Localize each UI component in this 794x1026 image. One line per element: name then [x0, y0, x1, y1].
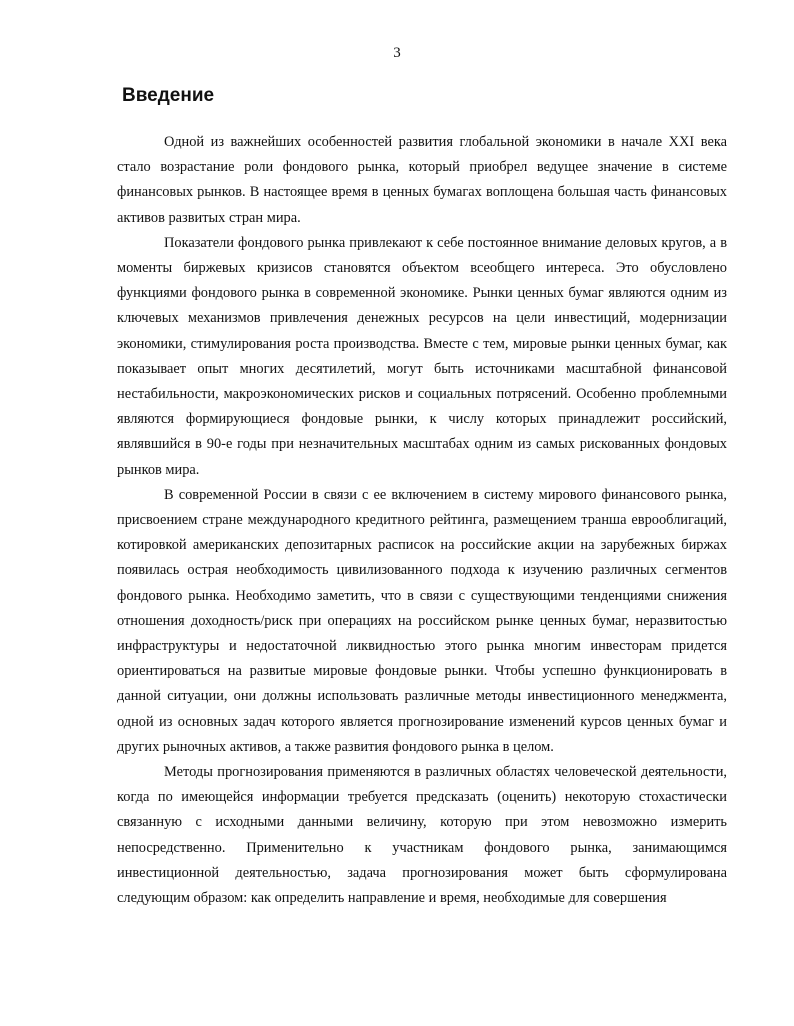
- paragraph: Одной из важнейших особенностей развития глобальной экономики в начале XXI века стало возрастание роли фондового рынка, который приобрел ведущее значение в системе финансовых рынков. В настоящее время в ценных бумагах воплощена большая часть финансовых активов развитых стран мира.: [117, 134, 727, 226]
- paragraph: Показатели фондового рынка привлекают к себе постоянное внимание деловых кругов, а в моменты биржевых кризисов становятся объектом всеобщего интереса. Это обусловлено функциями фондового рынка в современной экономике. Рынки ценных бумаг являются одним из ключевых механизмов привлечения денежных ресурсов на цели инвестиций, модернизации экономики, стимулирования роста производства. Вместе с тем, мировые рынки ценных бумаг, как показывает опыт многих десятилетий, могут быть источниками масштабной финансовой нестабильности, макроэкономических рисков и социальных потрясений. Особенно проблемными являются формирующиеся фондовые рынки, к числу которых принадлежит российский, являвшийся в 90-е годы при незначительных масштабах одним из самых рискованных фондовых рынков мира.: [117, 234, 727, 478]
- body-text: [117, 130, 727, 911]
- paragraph: Методы прогнозирования применяются в различных областях человеческой деятельности, когда по имеющейся информации требуется предсказать (оценить) некоторую стохастически связанную с исходными данными величину, которую при этом невозможно измерить непосредственно. Применительно к участникам фондового рынка, занимающимся инвестиционной деятельностью, задача прогнозирования может быть сформулирована следующим образом: как определить направление и время, необходимые для совершения: [117, 764, 727, 907]
- paragraph: В современной России в связи с ее включением в систему мирового финансового рынка, присвоением стране международного кредитного рейтинга, размещением транша еврооблигаций, котировкой американских депозитарных расписок на российские акции на зарубежных биржах появилась острая необходимость цивилизованного подхода к изучению различных сегментов фондового рынка. Необходимо заметить, что в связи с существующими тенденциями снижения отношения доходность/риск при операциях на российском рынке ценных бумаг, неразвитостью инфраструктуры и недостаточной ликвидностью этого рынка многим инвесторам придется ориентироваться на развитые мировые фондовые рынки. Чтобы успешно функционировать в данной ситуации, они должны использовать различные методы инвестиционного менеджмента, одной из основных задач которого является прогнозирование изменений курсов ценных бумаг и других рыночных активов, а также развития фондового рынка в целом.: [117, 486, 727, 755]
- section-heading: Введение: [122, 85, 215, 106]
- page-number: 3: [393, 45, 401, 61]
